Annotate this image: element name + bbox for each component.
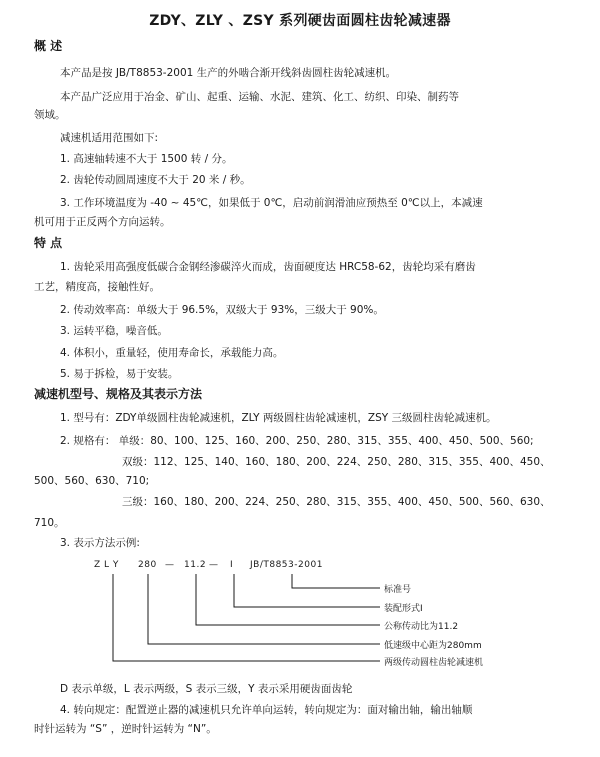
code-ratio: 11.2 [184,560,207,570]
spec-triple-stage-cont: 710。 [34,517,65,529]
model-types: 1. 型号有：ZDY单级圆柱齿轮减速机，ZLY 两级圆柱齿轮减速机，ZSY 三级圆柱齿轮减速机。 [60,412,497,424]
overview-paragraph-1: 本产品是按 JB/T8853-2001 生产的外啮合渐开线斜齿圆柱齿轮减速机。 [60,67,397,79]
leader-assembly [234,574,380,607]
feature-1: 1. 齿轮采用高强度低碳合金钢经渗碳淬火而成，齿面硬度达 HRC58-62，齿轮均采有磨齿 [60,261,476,273]
scope-item-1: 1. 高速轴转速不大于 1500 转 / 分。 [60,153,233,165]
feature-4: 4. 体积小，重量轻，使用寿命长，承载能力高。 [60,347,284,359]
page-title: ZDY、ZLY 、ZSY 系列硬齿面圆柱齿轮减速器 [149,13,451,29]
overview-heading: 概 述 [34,39,63,53]
overview-paragraph-2: 本产品广泛应用于冶金、矿山、起重、运输、水泥、建筑、化工、纺织、印染、制药等 [60,91,459,103]
label-standard: 标准号 [384,585,412,595]
scope-item-3-cont: 机可用于正反两个方向运转。 [34,216,171,228]
label-assembly: 装配形式I [384,604,423,614]
code-type: Z L Y [94,560,119,570]
code-dash-1: — [165,560,175,570]
code-dash-2: — [209,560,219,570]
leader-lines [113,574,380,661]
features-heading: 特 点 [34,236,63,250]
label-center: 低速级中心距为280mm [384,641,482,651]
leader-standard [292,574,380,588]
scope-item-2: 2. 齿轮传动圆周速度不大于 20 米 / 秒。 [60,174,251,186]
label-type: 两级传动圆柱齿轮减速机 [384,658,484,668]
spec-double-stage-cont: 500、560、630、710; [34,475,150,487]
designation-diagram [0,550,600,690]
leader-ratio [196,574,380,625]
spec-triple-stage: 三级：160、180、200、224、250、280、315、355、400、450、500、560、630、 [122,496,551,508]
feature-5: 5. 易于拆检，易于安装。 [60,368,179,380]
designation-notes: D 表示单级，L 表示两级，S 表示三级，Y 表示采用硬齿面齿轮 [60,683,353,695]
scope-intro: 减速机适用范围如下: [60,132,159,144]
spec-single-stage: 2. 规格有： 单级：80、100、125、160、200、250、280、315、355、400、450、500、560; [60,435,534,447]
code-standard: JB/T8853-2001 [250,560,323,570]
spec-double-stage: 双级：112、125、140、160、180、200、224、250、280、315、355、400、450、 [122,456,551,468]
feature-2: 2. 传动效率高：单级大于 96.5%，双级大于 93%，三级大于 90%。 [60,304,384,316]
code-center-distance: 280 [138,560,157,570]
feature-3: 3. 运转平稳，噪音低。 [60,325,168,337]
leader-type [113,574,380,661]
rotation-rule-cont: 时针运转为 “S” ，逆时针运转为 “N”。 [34,723,217,735]
feature-1-cont: 工艺，精度高，接触性好。 [34,281,160,293]
scope-item-3: 3. 工作环境温度为 -40 ~ 45℃，如果低于 0℃，启动前润滑油应预热至 0℃以上，本减速 [60,197,483,209]
code-assembly: I [230,560,234,570]
label-ratio: 公称传动比为11.2 [384,622,459,632]
models-heading: 减速机型号、规格及其表示方法 [34,387,203,401]
example-intro: 3. 表示方法示例: [60,537,140,549]
leader-center [148,574,380,644]
overview-paragraph-2-cont: 领域。 [34,109,66,121]
rotation-rule: 4. 转向规定：配置逆止器的减速机只允许单向运转，转向规定为：面对输出轴，输出轴顺 [60,704,473,716]
